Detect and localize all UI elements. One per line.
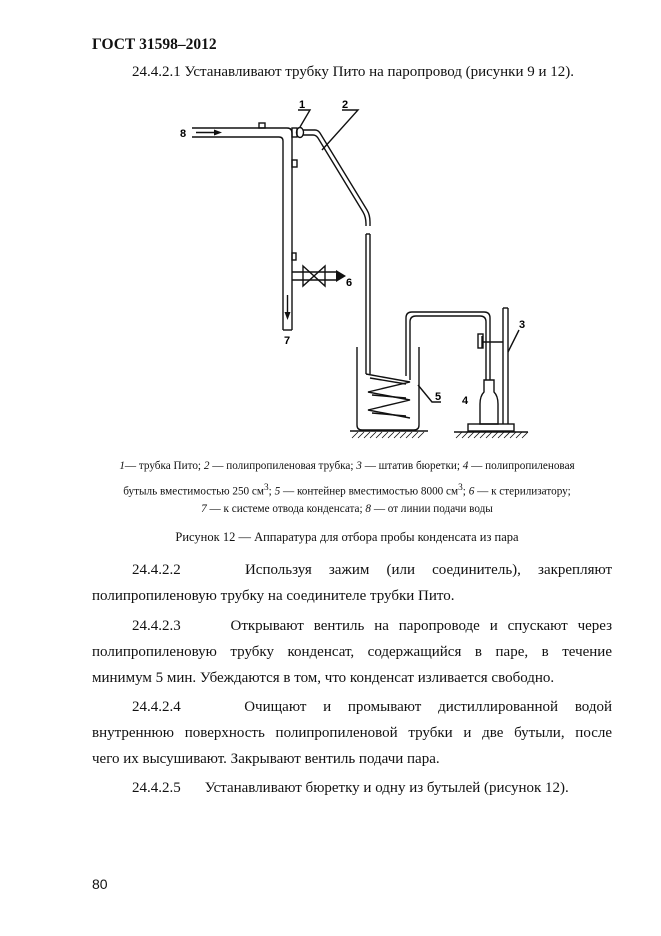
page-number: 80 <box>92 876 108 892</box>
label-7: 7 <box>284 335 291 347</box>
clause-24-4-2-3-line-2: полипропиленовую трубку конденсат, содержащийся в паре, в течение <box>92 644 612 660</box>
figure-title: Рисунок 12 — Аппаратура для отбора пробы конденсата из пара <box>175 530 519 544</box>
figure-apparatus-diagram <box>0 0 661 460</box>
label-1: 1 <box>299 99 306 111</box>
figure-legend-line-3: 7 — к системе отвода конденсата; 8 — от линии подачи воды <box>201 503 493 515</box>
clause-24-4-2-2-line-2: полипропиленовую трубку на соединителе трубки Пито. <box>92 588 455 604</box>
clause-24-4-2-3-line-3: минимум 5 мин. Убеждаются в том, что конденсат изливается свободно. <box>92 670 555 686</box>
clause-24-4-2-3-line-1: 24.4.2.3 Открывают вентиль на паропроводе и спускают через <box>132 618 613 634</box>
label-5: 5 <box>435 391 442 403</box>
clause-24-4-2-4-line-1: 24.4.2.4 Очищают и промывают дистиллированной водой <box>132 699 613 715</box>
clause-24-4-2-2-line-1: 24.4.2.2 Используя зажим (или соединитель), закрепляют <box>132 562 613 578</box>
clause-24-4-2-4-line-2: внутреннюю поверхность полипропиленовой трубки и две бутыли, после <box>92 725 612 741</box>
standard-header: ГОСТ 31598–2012 <box>92 36 217 53</box>
label-8: 8 <box>180 128 187 140</box>
label-3: 3 <box>519 319 526 331</box>
label-4: 4 <box>462 395 469 407</box>
clause-24-4-2-4-line-3: чего их высушивают. Закрывают вентиль подачи пара. <box>92 751 440 767</box>
label-6: 6 <box>346 277 353 289</box>
clause-24-4-2-1: 24.4.2.1 Устанавливают трубку Пито на паропровод (рисунки 9 и 12). <box>132 64 575 80</box>
figure-legend-line-1: 1— трубка Пито; 2 — полипропиленовая трубка; 3 — штатив бюретки; 4 — полипропиленовая <box>119 460 575 472</box>
figure-legend-line-2: бутыль вместимостью 250 $см^3$; 5 — контейнер вместимостью 8000 $см^3$; 6 — к стерилизатору; <box>123 483 571 498</box>
clause-24-4-2-5: 24.4.2.5 Устанавливают бюретку и одну из бутылей (рисунок 12). <box>132 780 569 796</box>
label-2: 2 <box>342 99 349 111</box>
